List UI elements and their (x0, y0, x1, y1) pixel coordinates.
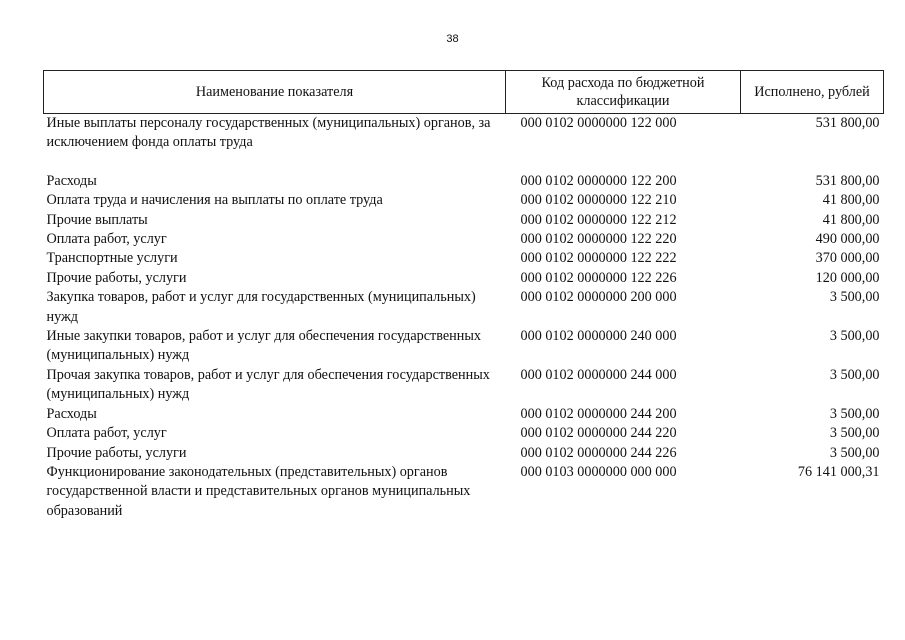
row-amount: 531 800,00 (815, 115, 880, 131)
row-code: 000 0102 0000000 244 220 (520, 425, 677, 442)
row-amount: 41 800,00 (822, 211, 880, 228)
row-amount: 531 800,00 (815, 172, 880, 189)
row-name: Расходы (46, 172, 97, 189)
table-row (44, 172, 884, 191)
table-header-row (44, 71, 884, 114)
row-name: Транспортные услуги (46, 250, 178, 267)
row-name: Закупка товаров, работ и услуг для государственных (муниципальных) нужд (46, 289, 476, 325)
row-name: Иные выплаты персоналу государственных (муниципальных) органов, за исключением фонда оплаты труда (46, 115, 491, 151)
table-row (44, 366, 884, 405)
row-name: Прочие работы, услуги (46, 269, 187, 286)
row-name: Прочие выплаты (46, 211, 148, 228)
row-code: 000 0102 0000000 122 200 (520, 172, 677, 189)
column-header-code: Код расхода по бюджетной классификации (506, 71, 741, 114)
row-name: Оплата работ, услуг (46, 231, 167, 248)
row-name: Расходы (46, 405, 97, 422)
row-amount: 3 500,00 (829, 444, 880, 461)
row-code: 000 0102 0000000 122 222 (520, 250, 677, 267)
row-code: 000 0102 0000000 244 000 (520, 366, 677, 383)
row-amount: 3 500,00 (829, 289, 880, 306)
table-row (44, 405, 884, 424)
table-row (44, 269, 884, 288)
row-name: Иные закупки товаров, работ и услуг для обеспечения государственных (муниципальных) нужд (46, 328, 481, 364)
row-amount: 3 500,00 (829, 405, 880, 422)
budget-report-table (43, 70, 884, 521)
table-row (44, 249, 884, 268)
row-name: Оплата труда и начисления на выплаты по оплате труда (46, 192, 383, 209)
row-code: 000 0102 0000000 244 226 (520, 444, 677, 461)
row-code: 000 0102 0000000 122 226 (520, 269, 677, 286)
table-row (44, 191, 884, 210)
row-amount: 370 000,00 (815, 250, 880, 267)
table-row (44, 230, 884, 249)
table-row (44, 288, 884, 327)
page-number: 38 (446, 33, 459, 45)
table-header (44, 71, 884, 114)
row-code: 000 0102 0000000 122 000 (520, 115, 677, 131)
row-code: 000 0102 0000000 122 220 (520, 231, 677, 248)
row-amount: 76 141 000,31 (797, 463, 880, 480)
row-amount: 3 500,00 (829, 328, 880, 345)
table-row (44, 327, 884, 366)
row-code: 000 0102 0000000 240 000 (520, 328, 677, 345)
row-amount: 3 500,00 (829, 366, 880, 383)
row-name: Оплата работ, услуг (46, 425, 167, 442)
row-code: 000 0102 0000000 122 212 (520, 211, 677, 228)
row-amount: 41 800,00 (822, 192, 880, 209)
row-name: Функционирование законодательных (представительных) органов государственной власти и представительных органов муниципальных образований (46, 463, 471, 519)
column-header-name: Наименование показателя (44, 71, 506, 114)
column-header-amount: Исполнено, рублей (741, 71, 884, 114)
row-code: 000 0102 0000000 244 200 (520, 405, 677, 422)
row-amount: 3 500,00 (829, 425, 880, 442)
row-code: 000 0102 0000000 200 000 (520, 289, 677, 306)
row-amount: 120 000,00 (815, 269, 880, 286)
row-name: Прочие работы, услуги (46, 444, 187, 461)
table-row (44, 114, 884, 172)
row-amount: 490 000,00 (815, 231, 880, 248)
table-row (44, 463, 884, 521)
row-code: 000 0102 0000000 122 210 (520, 192, 677, 209)
table-row (44, 211, 884, 230)
table-row (44, 444, 884, 463)
table-row (44, 424, 884, 443)
table-body (44, 114, 884, 522)
row-code: 000 0103 0000000 000 000 (520, 463, 677, 480)
row-name: Прочая закупка товаров, работ и услуг для обеспечения государственных (муниципальных) нужд (46, 366, 490, 403)
